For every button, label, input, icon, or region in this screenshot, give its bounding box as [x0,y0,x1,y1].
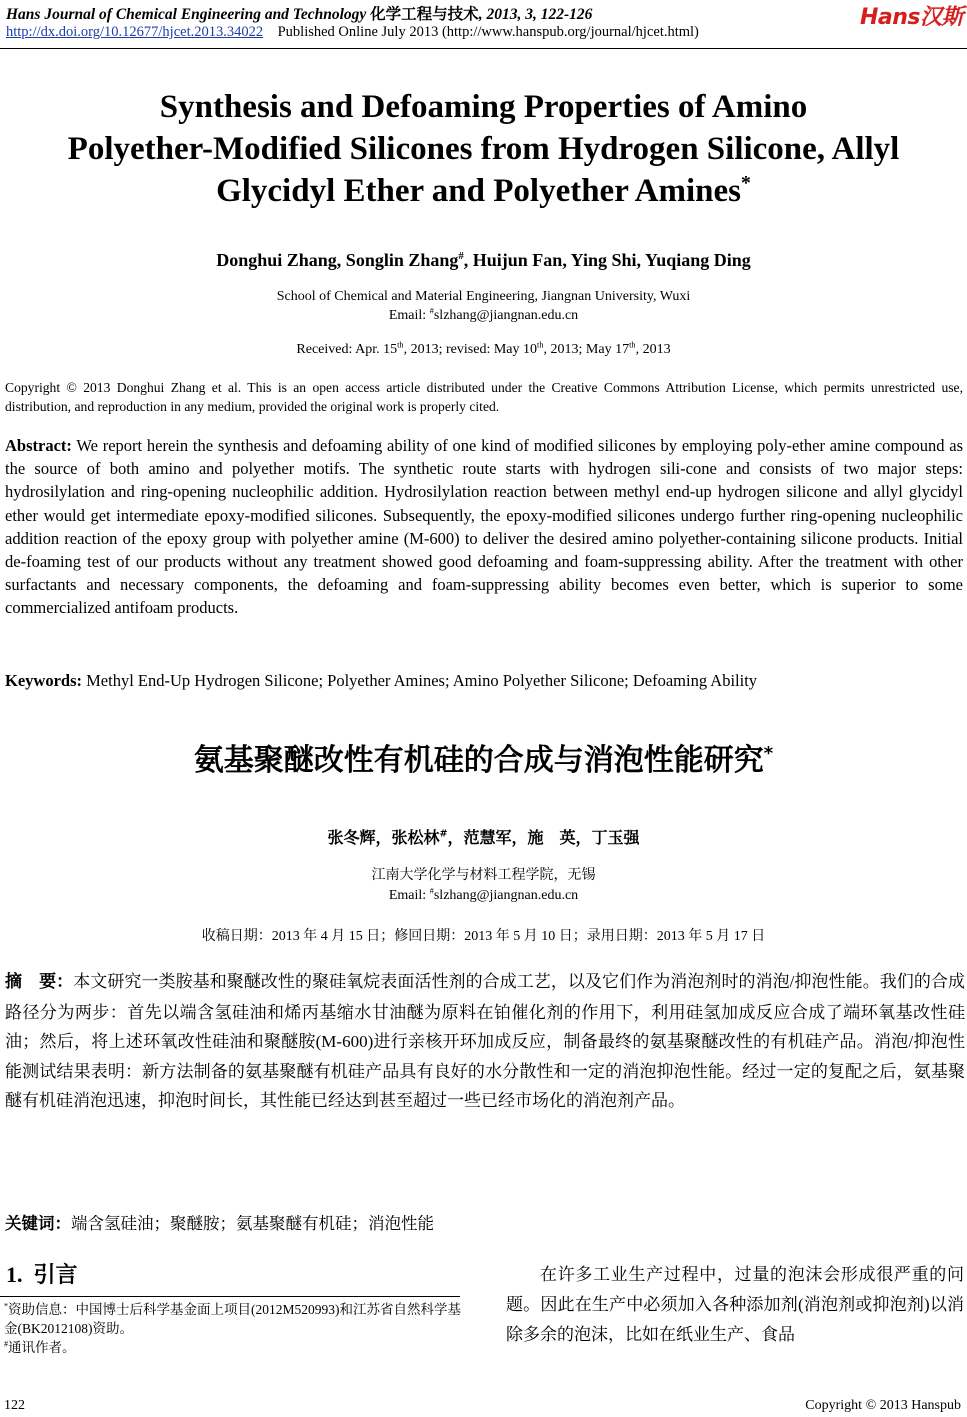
section-number: 1. [6,1262,23,1287]
keywords-cn-label: 关键词： [5,1214,71,1233]
journal-name-cn: 化学工程与技术 [370,6,479,23]
header-rule [0,48,967,49]
footnotes [4,1300,464,1357]
abstract-en [5,434,963,620]
keywords-en [5,670,963,692]
corresponding-mark: # [458,250,464,262]
copyright-notice: Copyright © 2013 Donghui Zhang et al. This is an open access article distributed under the Creative Commons Attribution License, which permits unrestricted use, distribution, and reproduction in any medium, provided the original work is properly cited. [5,380,963,414]
affiliation-en [0,287,967,325]
school-en: School of Chemical and Material Engineering, Jiangnan University, Wuxi [276,289,691,304]
page-number: 122 [4,1398,25,1413]
doi-link[interactable]: http://dx.doi.org/10.12677/hjcet.2013.34022 [6,24,264,40]
keywords-label: Keywords: [5,671,82,690]
volume-info: , 2013, 3, 122-126 [478,6,593,23]
intro-paragraph: 在许多工业生产过程中，过量的泡沫会形成很严重的问题。因此在生产中必须加入各种添加剂(消泡剂或抑泡剂)以消除多余的泡沫，比如在纸业生产、食品 [506,1265,964,1344]
article-title-cn: 氨基聚醚改性有机硅的合成与消泡性能研究* [193,743,774,778]
received-dates-en: Received: Apr. 15th, 2013; revised: May 10th, 2013; May 17th, 2013 [296,340,671,357]
footer-copyright: Copyright © 2013 Hanspub [805,1398,961,1413]
abstract-cn [5,967,965,1116]
section-title: 引言 [33,1263,78,1288]
authors-cn: 张冬辉，张松林#，范慧军，施 英，丁玉强 [327,828,640,847]
school-cn: 江南大学化学与材料工程学院，无锡 [371,868,596,883]
abstract-label: Abstract: [5,436,72,455]
authors-en: Donghui Zhang, Songlin Zhang#, Huijun Fan, Ying Shi, Yuqiang Ding [216,250,751,270]
received-dates-cn: 收稿日期：2013 年 4 月 15 日；修回日期：2013 年 5 月 10 日；录用日期：2013 年 5 月 17 日 [201,929,766,944]
keywords-cn [5,1210,963,1234]
abstract-cn-label: 摘 要： [5,972,74,992]
publication-info [6,24,699,41]
footnote-corresponding: #通讯作者。 [4,1339,76,1355]
email-en: Email: #slzhang@jiangnan.edu.cn [388,306,579,323]
abstract-cn-text: 本文研究一类胺基和聚醚改性的聚硅氧烷表面活性剂的合成工艺，以及它们作为消泡剂时的消泡/抑泡性能。我们的合成路径分为两步：首先以端含氢硅油和烯丙基缩水甘油醚为原料在铂催化剂的作用下，利用硅氢加成反应合成了端环氧基改性硅油；然后，将上述环氧改性硅油和聚醚胺(M-600)进行亲核开环加成反应，制备最终的氨基聚醚改性的有机硅产品。消泡/抑泡性能测试结果表明：新方法制备的氨基聚醚有机硅产品具有良好的水分散性和一定的消泡抑泡性能。经过一定的复配之后，氨基聚醚有机硅消泡迅速，抑泡时间长，其性能已经达到甚至超过一些已经市场化的消泡剂产品。 [5,972,965,1110]
title-line-1: Synthesis and Defoaming Properties of Amino [159,89,808,125]
footnote-funding: *资助信息：中国博士后科学基金面上项目(2012M520993)和江苏省自然科学基金(BK2012108)资助。 [4,1301,462,1336]
keywords-text: Methyl End-Up Hydrogen Silicone; Polyether Amines; Amino Polyether Silicone; Defoaming Ability [86,671,758,690]
funding-mark: * [741,172,751,194]
title-line-3: Glycidyl Ether and Polyether Amines* [216,172,751,209]
hanspub-logo: Hans汉斯 [859,5,963,30]
journal-name-en: Hans Journal of Chemical Engineering and Technology [6,6,367,23]
abstract-text: We report herein the synthesis and defoaming ability of one kind of modified silicones by employing poly-ether amine compound as the source of both amino and polyether motifs. The synthetic route starts with hydrogen sili-cone and consists of two major steps: hydrosilylation and ring-opening nucleophilic addition. Hydrosilylation reaction between methyl end-up hydrogen silicone and allyl glycidyl ether would get intermediate epoxy-modified silicones. Subsequently, the epoxy-modified silicones undergo further ring-opening nucleophilic addition reaction of the epoxy group with polyether amine (M-600) to deliver the desired amino polyether-containing silicone products. Initial de-foaming test of our products without any treatment showed good defoaming and foam-suppressing ability. After the treatment with other surfactants and necessary components, the defoaming and foam-suppressing ability becomes even better, which is superior to some commercialized antifoam products. [5,436,964,618]
footnote-rule [0,1296,460,1297]
keywords-cn-text: 端含氢硅油；聚醚胺；氨基聚醚有机硅；消泡性能 [71,1214,434,1233]
article-title-en [20,86,947,212]
title-line-2: Polyether-Modified Silicones from Hydrogen Silicone, Allyl [67,131,900,167]
journal-header [6,2,592,24]
email-cn: Email: #slzhang@jiangnan.edu.cn [388,886,579,903]
section-heading [6,1258,78,1289]
published-online: Published Online July 2013 (http://www.hanspub.org/journal/hjcet.html) [277,24,699,40]
affiliation-cn [0,866,967,906]
